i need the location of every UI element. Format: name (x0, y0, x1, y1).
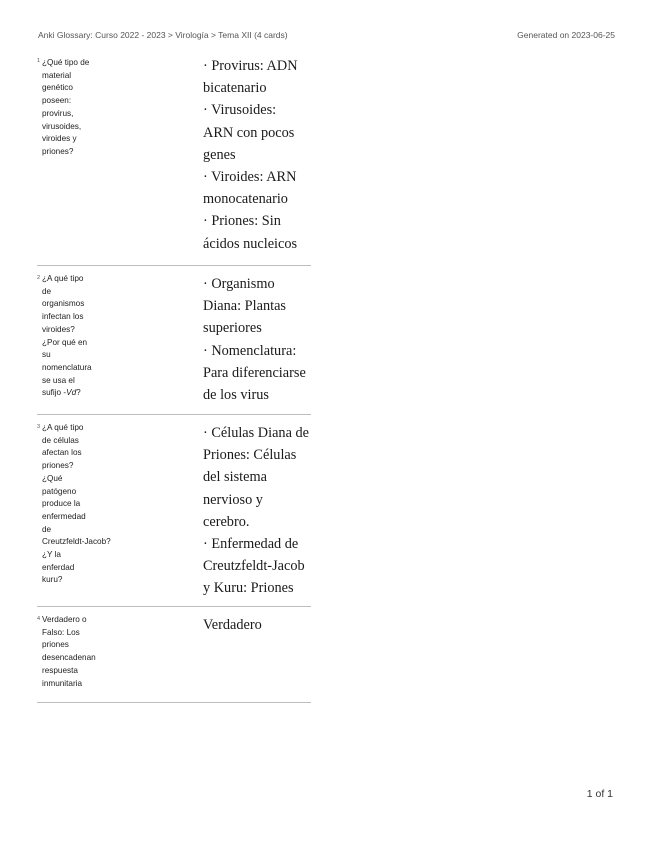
front-line: enferdad (42, 562, 75, 572)
front-line: nomenclatura (42, 362, 92, 372)
back-line: · Organismo (203, 276, 275, 292)
back-line: · Nomenclatura: (203, 342, 297, 359)
front-line: respuesta (42, 665, 78, 675)
back-line: Diana: Plantas (203, 298, 286, 315)
front-text: sufijo - (42, 388, 67, 398)
front-line: genético (42, 83, 73, 93)
card-back (203, 422, 315, 600)
front-line: de (42, 286, 52, 296)
front-line: de células (42, 435, 79, 445)
back-line: y Kuru: Priones (203, 580, 294, 597)
front-line: ¿A qué tipo (42, 423, 84, 432)
back-line: ARN con pocos (203, 124, 295, 141)
card-back (203, 273, 315, 406)
back-line: Creutzfeldt-Jacob (203, 558, 305, 575)
card-2 (37, 266, 311, 415)
card-3 (37, 415, 311, 607)
front-line: Creutzfeldt-Jacob? (42, 537, 111, 547)
card-1 (37, 55, 311, 266)
card-list (37, 55, 311, 703)
front-line: patógeno (42, 486, 77, 496)
front-italic-text: Vd (66, 388, 77, 398)
front-line: ¿Qué tipo de (42, 58, 90, 67)
front-line-suffix (42, 387, 124, 400)
front-line: organismos (42, 299, 85, 309)
page-indicator: 1 of 1 (586, 788, 613, 800)
front-line: viroides? (42, 324, 75, 334)
card-front (42, 422, 124, 587)
card-back (203, 55, 315, 255)
document-title: Anki Glossary: Curso 2022 - 2023 > Virología > Tema XII (4 cards) (38, 30, 288, 40)
back-line: · Enfermedad de (203, 536, 299, 553)
front-line: priones? (42, 146, 74, 156)
card-front (42, 614, 124, 690)
card-number: 4 (37, 616, 41, 622)
back-line: · Células Diana de (203, 425, 309, 441)
back-line: cerebro. (203, 513, 250, 530)
front-line: priones (42, 640, 69, 650)
card-front (42, 57, 124, 159)
back-line: monocatenario (203, 191, 288, 208)
back-line: Verdadero (203, 617, 262, 633)
back-line: · Virusoides: (203, 102, 277, 119)
front-line: material (42, 70, 72, 80)
back-line: nervioso y (203, 491, 263, 508)
front-line: viroides y (42, 134, 77, 144)
front-line: infectan los (42, 312, 84, 322)
front-line: inmunitaria (42, 678, 83, 688)
back-line: bicatenario (203, 80, 267, 97)
back-line: · Priones: Sin (203, 213, 281, 230)
card-number: 2 (37, 275, 41, 281)
front-text: ? (76, 388, 81, 398)
back-line: de los virus (203, 387, 269, 404)
back-line: superiores (203, 320, 262, 337)
back-line: · Provirus: ADN (203, 58, 298, 74)
front-line: se usa el (42, 375, 75, 385)
back-line: genes (203, 146, 236, 163)
front-line: Verdadero o (42, 615, 87, 624)
front-line: de (42, 524, 52, 534)
front-line: ¿Por qué en (42, 337, 88, 347)
back-line: Priones: Células (203, 447, 297, 464)
front-line: produce la (42, 499, 81, 509)
front-line: ¿Qué (42, 473, 63, 483)
front-line: ¿Y la (42, 550, 61, 560)
front-line: enfermedad (42, 511, 86, 521)
front-line: priones? (42, 461, 74, 471)
generated-date: Generated on 2023-06-25 (517, 30, 615, 40)
front-line: Falso: Los (42, 627, 80, 637)
back-line: Para diferenciarse (203, 364, 306, 381)
front-line: poseen: (42, 96, 72, 106)
back-line: ácidos nucleicos (203, 235, 298, 252)
card-4 (37, 607, 311, 703)
back-line: del sistema (203, 469, 267, 486)
card-front (42, 273, 124, 400)
front-line: provirus, (42, 108, 74, 118)
front-line: su (42, 350, 51, 360)
card-back (203, 614, 315, 636)
card-number: 3 (37, 424, 41, 430)
front-line: afectan los (42, 448, 82, 458)
front-line: virusoides, (42, 121, 82, 131)
front-line: desencadenan (42, 653, 96, 663)
back-line: · Viroides: ARN (203, 169, 297, 186)
card-number: 1 (37, 58, 41, 64)
front-line: kuru? (42, 575, 63, 585)
front-line: ¿A qué tipo (42, 274, 84, 283)
